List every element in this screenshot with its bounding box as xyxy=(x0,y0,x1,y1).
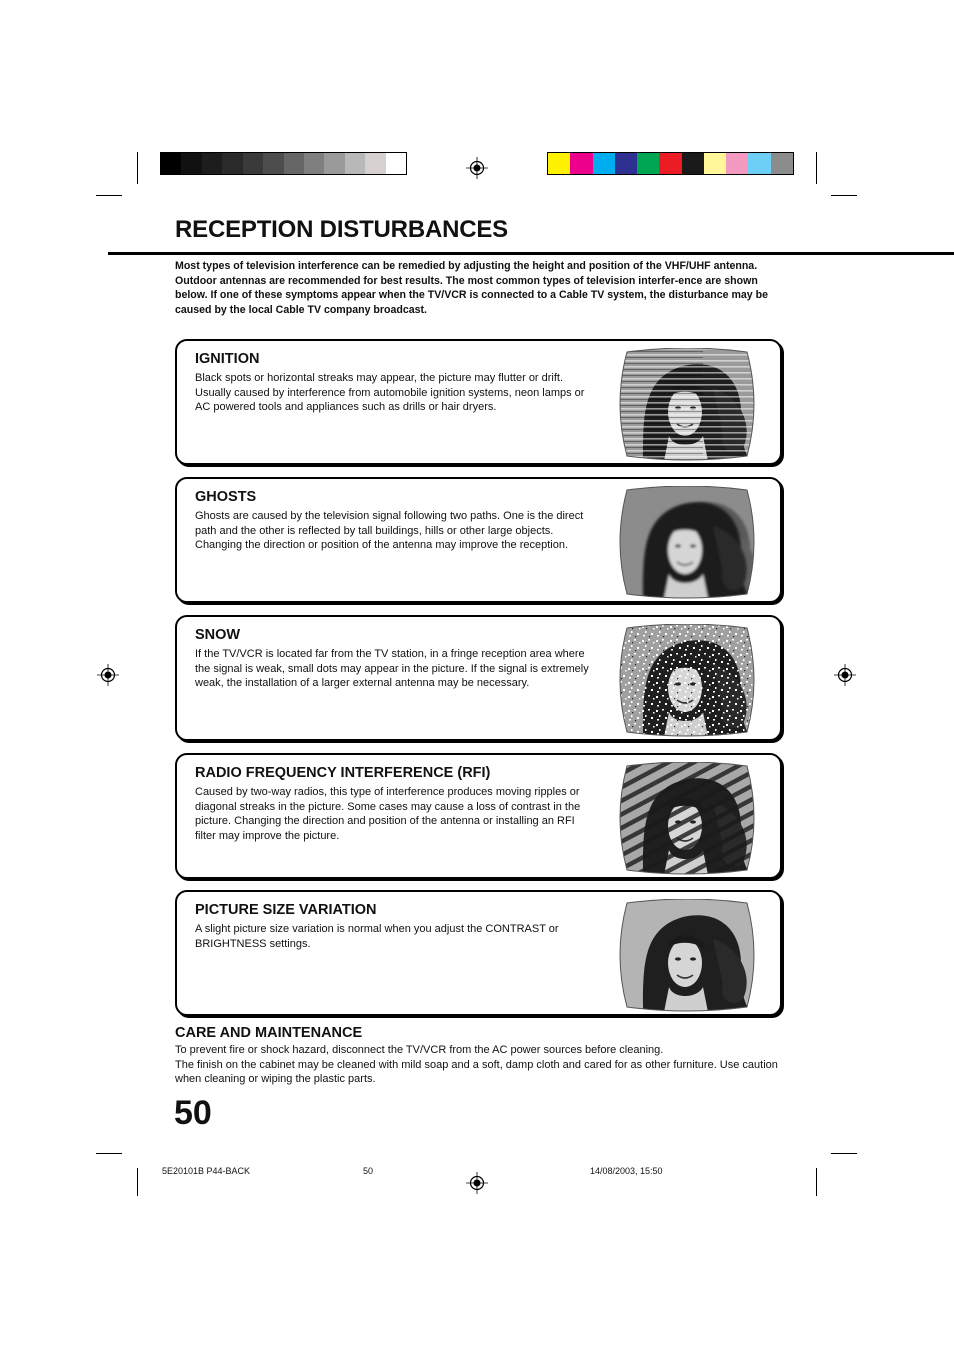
footer-timestamp: 14/08/2003, 15:50 xyxy=(590,1166,663,1176)
care-line: The finish on the cabinet may be cleaned with mild soap and a soft, damp cloth and cared for as other furniture. Use caution when cleaning or wiping the plastic parts. xyxy=(175,1058,778,1085)
calibration-swatch xyxy=(548,153,570,174)
color-calibration-bar xyxy=(547,152,794,175)
registration-mark-icon xyxy=(466,157,488,179)
calibration-swatch xyxy=(345,153,365,174)
section-rfi xyxy=(175,753,782,879)
calibration-swatch xyxy=(748,153,770,174)
normal-screen-image xyxy=(613,899,761,1013)
title-rule xyxy=(108,252,954,255)
section-heading: IGNITION xyxy=(195,351,260,367)
section-heading: PICTURE SIZE VARIATION xyxy=(195,902,377,918)
section-ghosts xyxy=(175,477,782,603)
registration-mark-icon xyxy=(97,664,119,686)
calibration-swatch xyxy=(704,153,726,174)
calibration-swatch xyxy=(284,153,304,174)
calibration-swatch xyxy=(637,153,659,174)
intro-paragraph: Most types of television interference can be remedied by adjusting the height and position of the VHF/UHF antenna. Outdoor antennas are recommended for best results. The most common types of television interfer-ence are shown below. If one of these symptoms appear when the TV/VCR is connected to a Cable TV system, the disturbance may be caused by the local Cable TV company broadcast. xyxy=(175,260,768,316)
section-heading: SNOW xyxy=(195,627,241,643)
section-picture-size-variation xyxy=(175,890,782,1016)
calibration-swatch xyxy=(324,153,344,174)
section-heading: GHOSTS xyxy=(195,489,257,505)
ghosts-screen-image xyxy=(613,486,761,600)
calibration-swatch xyxy=(304,153,324,174)
care-paragraph xyxy=(175,1043,787,1087)
section-body: Black spots or horizontal streaks may appear, the picture may flutter or drift. Usually caused by interference from automobile ignition systems, neon lamps or AC powered tools and appliances such as drills or hair dryers. xyxy=(195,372,585,413)
calibration-swatch xyxy=(181,153,201,174)
section-body: If the TV/VCR is located far from the TV station, in a fringe reception area where the signal is weak, small dots may appear in the picture. If the signal is extremely weak, the installation of a larger external antenna may be necessary. xyxy=(195,648,589,689)
calibration-swatch xyxy=(202,153,222,174)
section-snow xyxy=(175,615,782,741)
section-body: Caused by two-way radios, this type of interference produces moving ripples or diagonal streaks in the picture. Some cases may cause a loss of contrast in the picture. Changing the direction and position of the antenna or installing an RFI filter may improve the picture. xyxy=(195,786,581,842)
footer-page: 50 xyxy=(363,1166,374,1176)
calibration-swatch xyxy=(386,153,406,174)
calibration-swatch xyxy=(726,153,748,174)
section-body: A slight picture size variation is normal when you adjust the CONTRAST or BRIGHTNESS settings. xyxy=(195,923,559,950)
registration-mark-icon xyxy=(466,1172,488,1194)
calibration-swatch xyxy=(682,153,704,174)
calibration-swatch xyxy=(771,153,793,174)
footer-job-code: 5E20101B P44-BACK xyxy=(162,1166,251,1176)
section-ignition xyxy=(175,339,782,465)
calibration-swatch xyxy=(593,153,615,174)
calibration-swatch xyxy=(570,153,592,174)
calibration-swatch xyxy=(243,153,263,174)
calibration-swatch xyxy=(659,153,681,174)
page-title: RECEPTION DISTURBANCES xyxy=(175,216,508,243)
calibration-swatch xyxy=(365,153,385,174)
calibration-swatch xyxy=(161,153,181,174)
care-heading: CARE AND MAINTENANCE xyxy=(175,1025,363,1041)
calibration-swatch xyxy=(615,153,637,174)
ignition-screen-image xyxy=(613,348,761,462)
care-line: To prevent fire or shock hazard, disconnect the TV/VCR from the AC power sources before cleaning. xyxy=(175,1044,664,1056)
registration-mark-icon xyxy=(834,664,856,686)
calibration-swatch xyxy=(222,153,242,174)
page-number: 50 xyxy=(174,1094,212,1132)
snow-screen-image xyxy=(613,624,761,738)
rfi-screen-image xyxy=(613,762,761,876)
calibration-swatch xyxy=(263,153,283,174)
section-body: Ghosts are caused by the television signal following two paths. One is the direct path and the other is reflected by tall buildings, hills or other large objects. Changing the direction or position of the antenna may improve the reception. xyxy=(195,510,584,551)
gray-calibration-bar xyxy=(160,152,407,175)
section-heading: RADIO FREQUENCY INTERFERENCE (RFI) xyxy=(195,765,491,781)
